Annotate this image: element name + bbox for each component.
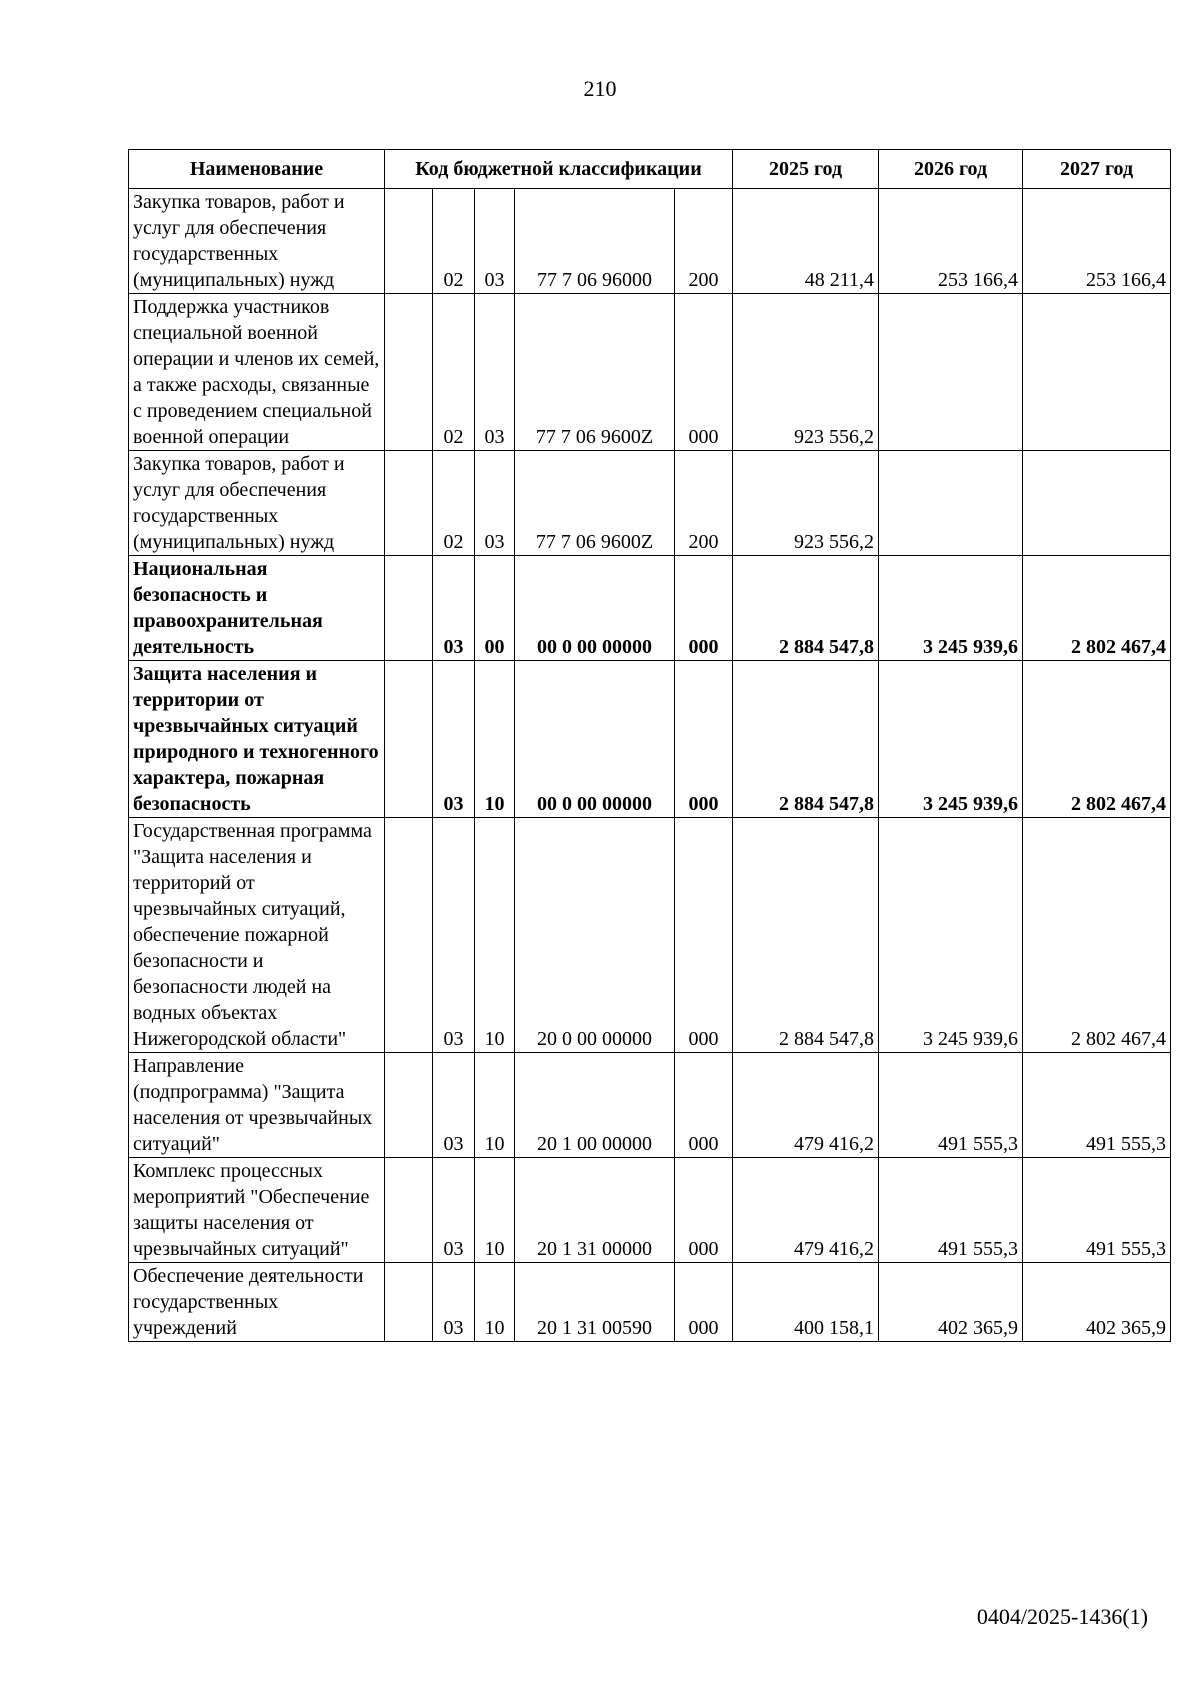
cell-expense-type: 200 — [675, 451, 733, 556]
cell-subsection: 10 — [475, 1158, 515, 1263]
cell-subsection: 10 — [475, 1263, 515, 1342]
cell-target-article: 20 1 31 00590 — [515, 1263, 675, 1342]
cell-section-blank — [385, 451, 433, 556]
header-2025: 2025 год — [733, 150, 879, 189]
cell-2026: 3 245 939,6 — [879, 818, 1023, 1053]
table-row — [129, 556, 1171, 661]
cell-expense-type: 000 — [675, 294, 733, 451]
cell-target-article: 20 1 00 00000 — [515, 1053, 675, 1158]
table-header-row — [129, 150, 1171, 189]
cell-2025: 400 158,1 — [733, 1263, 879, 1342]
table-row — [129, 294, 1171, 451]
cell-section: 03 — [433, 818, 475, 1053]
cell-expense-type: 000 — [675, 1263, 733, 1342]
cell-target-article: 00 0 00 00000 — [515, 556, 675, 661]
cell-name: Поддержка участников специальной военной операции и членов их семей, а также расходы, связанные с проведением специальной военной операции — [129, 294, 385, 451]
cell-2027 — [1023, 451, 1171, 556]
cell-2025: 2 884 547,8 — [733, 556, 879, 661]
cell-name: Закупка товаров, работ и услуг для обеспечения государственных (муниципальных) нужд — [129, 451, 385, 556]
table-row — [129, 818, 1171, 1053]
cell-name: Закупка товаров, работ и услуг для обеспечения государственных (муниципальных) нужд — [129, 189, 385, 294]
cell-2025: 48 211,4 — [733, 189, 879, 294]
cell-section-blank — [385, 556, 433, 661]
header-name: Наименование — [129, 150, 385, 189]
cell-expense-type: 000 — [675, 1158, 733, 1263]
cell-subsection: 00 — [475, 556, 515, 661]
cell-subsection: 10 — [475, 818, 515, 1053]
cell-section-blank — [385, 818, 433, 1053]
cell-2026: 491 555,3 — [879, 1158, 1023, 1263]
cell-2027: 491 555,3 — [1023, 1158, 1171, 1263]
table-row — [129, 1053, 1171, 1158]
cell-2025: 2 884 547,8 — [733, 661, 879, 818]
cell-subsection: 10 — [475, 1053, 515, 1158]
cell-subsection: 10 — [475, 661, 515, 818]
cell-target-article: 00 0 00 00000 — [515, 661, 675, 818]
table-row — [129, 451, 1171, 556]
cell-expense-type: 000 — [675, 818, 733, 1053]
cell-2027: 2 802 467,4 — [1023, 661, 1171, 818]
cell-2025: 923 556,2 — [733, 294, 879, 451]
cell-expense-type: 000 — [675, 661, 733, 818]
header-2026: 2026 год — [879, 150, 1023, 189]
cell-name: Направление (подпрограмма) "Защита населения от чрезвычайных ситуаций" — [129, 1053, 385, 1158]
cell-section: 03 — [433, 1158, 475, 1263]
cell-expense-type: 200 — [675, 189, 733, 294]
table-row — [129, 1263, 1171, 1342]
table-row — [129, 1158, 1171, 1263]
cell-section: 03 — [433, 556, 475, 661]
cell-2027 — [1023, 294, 1171, 451]
table-row — [129, 661, 1171, 818]
cell-2027: 2 802 467,4 — [1023, 818, 1171, 1053]
cell-2025: 479 416,2 — [733, 1053, 879, 1158]
cell-2026: 402 365,9 — [879, 1263, 1023, 1342]
cell-2025: 479 416,2 — [733, 1158, 879, 1263]
cell-section-blank — [385, 661, 433, 818]
page-number: 210 — [583, 76, 617, 101]
cell-target-article: 77 7 06 9600Z — [515, 451, 675, 556]
cell-expense-type: 000 — [675, 1053, 733, 1158]
cell-2026 — [879, 294, 1023, 451]
table-row — [129, 189, 1171, 294]
cell-2026: 253 166,4 — [879, 189, 1023, 294]
cell-section-blank — [385, 1053, 433, 1158]
cell-section: 02 — [433, 451, 475, 556]
cell-section: 03 — [433, 1263, 475, 1342]
cell-2027: 402 365,9 — [1023, 1263, 1171, 1342]
cell-name: Обеспечение деятельности государственных учреждений — [129, 1263, 385, 1342]
header-2027: 2027 год — [1023, 150, 1171, 189]
cell-subsection: 03 — [475, 189, 515, 294]
cell-section: 03 — [433, 661, 475, 818]
cell-target-article: 77 7 06 96000 — [515, 189, 675, 294]
cell-name: Государственная программа "Защита населения и территорий от чрезвычайных ситуаций, обеспечение пожарной безопасности и безопасности людей на водных объектах Нижегородской области" — [129, 818, 385, 1053]
cell-target-article: 77 7 06 9600Z — [515, 294, 675, 451]
budget-table — [128, 149, 1171, 1342]
cell-section-blank — [385, 294, 433, 451]
cell-2027: 2 802 467,4 — [1023, 556, 1171, 661]
cell-2025: 923 556,2 — [733, 451, 879, 556]
cell-section-blank — [385, 1158, 433, 1263]
cell-2026: 3 245 939,6 — [879, 661, 1023, 818]
cell-name: Комплекс процессных мероприятий "Обеспечение защиты населения от чрезвычайных ситуаций" — [129, 1158, 385, 1263]
cell-subsection: 03 — [475, 294, 515, 451]
cell-2026: 3 245 939,6 — [879, 556, 1023, 661]
cell-2025: 2 884 547,8 — [733, 818, 879, 1053]
cell-section: 03 — [433, 1053, 475, 1158]
cell-target-article: 20 0 00 00000 — [515, 818, 675, 1053]
cell-2026 — [879, 451, 1023, 556]
cell-subsection: 03 — [475, 451, 515, 556]
cell-2027: 253 166,4 — [1023, 189, 1171, 294]
cell-name: Защита населения и территории от чрезвычайных ситуаций природного и техногенного характера, пожарная безопасность — [129, 661, 385, 818]
cell-expense-type: 000 — [675, 556, 733, 661]
cell-section: 02 — [433, 189, 475, 294]
cell-section: 02 — [433, 294, 475, 451]
cell-2026: 491 555,3 — [879, 1053, 1023, 1158]
document-code: 0404/2025-1436(1) — [976, 1604, 1148, 1629]
cell-section-blank — [385, 1263, 433, 1342]
header-code: Код бюджетной классификации — [385, 150, 733, 189]
cell-section-blank — [385, 189, 433, 294]
cell-name: Национальная безопасность и правоохранительная деятельность — [129, 556, 385, 661]
cell-2027: 491 555,3 — [1023, 1053, 1171, 1158]
cell-target-article: 20 1 31 00000 — [515, 1158, 675, 1263]
